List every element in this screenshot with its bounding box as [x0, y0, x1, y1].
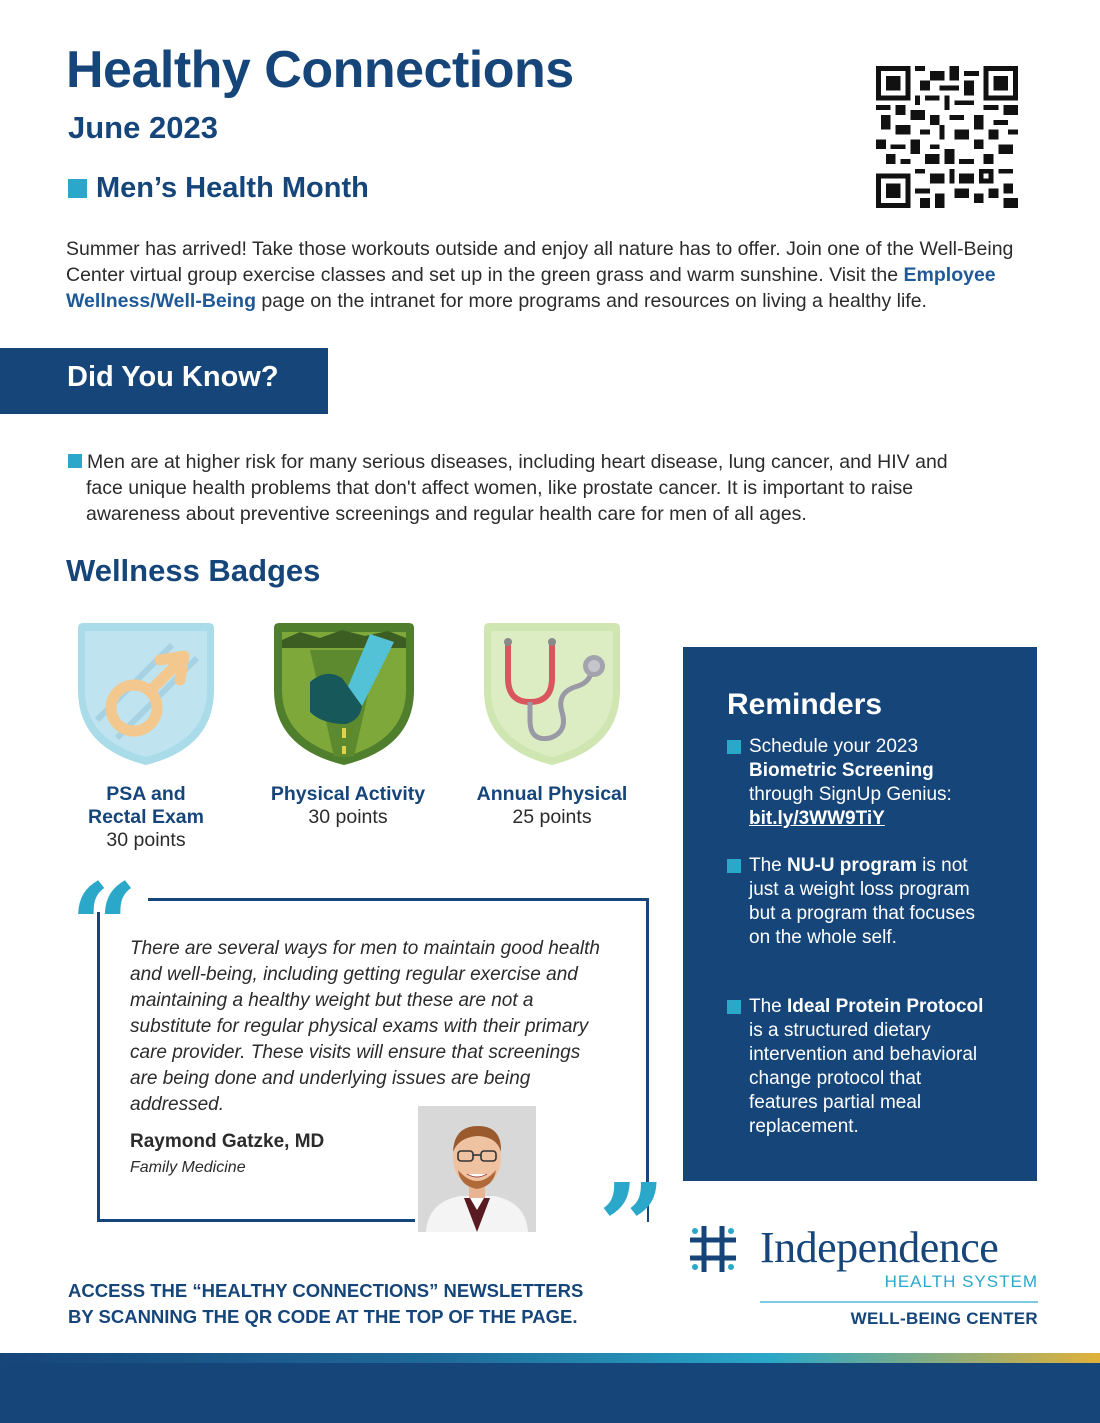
badge-label-activity — [248, 783, 448, 829]
footer-gradient-stripe — [0, 1353, 1100, 1363]
badge-label-physical — [452, 783, 652, 829]
reminder-bold: Ideal Protein Protocol — [787, 996, 984, 1017]
badge-points: 30 points — [106, 829, 186, 851]
did-you-know-body: Men are at higher risk for many serious diseases, including heart disease, lung cancer, and HIV and face unique health problems that don't affect women, like prostate cancer. It is important to raise awareness about preventive screenings and regular health care for men of all ages. — [86, 451, 948, 525]
badge-name: PSA and Rectal Exam — [88, 783, 204, 828]
reminder-nu-u — [727, 854, 989, 950]
reminder-bold: NU-U program — [787, 855, 917, 876]
bullet-square-icon — [727, 740, 741, 754]
stethoscope-icon — [478, 620, 626, 768]
bullet-square-icon — [727, 1000, 741, 1014]
quote-author-role: Family Medicine — [130, 1159, 246, 1176]
intro-paragraph — [66, 236, 1026, 314]
reminder-text: The — [749, 996, 788, 1017]
doctor-photo — [418, 1106, 536, 1232]
badge-name: Annual Physical — [476, 783, 628, 805]
month-heading-text: Men’s Health Month — [96, 172, 369, 204]
badge-points: 25 points — [512, 806, 592, 828]
access-note — [68, 1278, 583, 1330]
bullet-square-icon — [68, 454, 82, 468]
reminder-text: is a structured dietary intervention and behavioral change protocol that features partial meal replacement. — [749, 1020, 978, 1137]
reminder-text: through SignUp Genius: — [749, 784, 952, 805]
signup-genius-link[interactable]: bit.ly/3WW9TiY — [749, 808, 885, 829]
logo-name: Independence — [760, 1223, 999, 1272]
close-quote-icon: ” — [598, 1157, 666, 1296]
reminder-text: Schedule your 2023 — [749, 736, 919, 757]
employee-wellness-link[interactable]: Employee Wellness/Well-Being — [66, 264, 996, 312]
qr-code-icon[interactable] — [874, 66, 1020, 208]
logo-center-name: WELL-BEING CENTER — [850, 1309, 1038, 1328]
month-heading — [68, 172, 369, 205]
badge-name: Physical Activity — [270, 783, 426, 805]
page-title: Healthy Connections — [66, 41, 574, 99]
reminders-title: Reminders — [727, 688, 883, 721]
reminder-biometric — [727, 735, 989, 831]
reminder-bold: Biometric Screening — [749, 760, 934, 781]
running-shoe-icon — [270, 620, 418, 768]
intro-text-start: Summer has arrived! Take those workouts outside and enjoy all nature has to offer. Join one of the Well-Being Center virtual group exercise classes and set up in the green grass and warm sunshine. Visit the — [66, 238, 1014, 286]
access-note-line: ACCESS THE “HEALTHY CONNECTIONS” NEWSLETTERS — [68, 1280, 584, 1301]
quote-author: Raymond Gatzke, MD — [130, 1131, 325, 1152]
bullet-square-icon — [68, 179, 87, 198]
footer-bar — [0, 1353, 1100, 1423]
access-note-line: BY SCANNING THE QR CODE AT THE TOP OF THE PAGE. — [68, 1306, 578, 1327]
bullet-square-icon — [727, 859, 741, 873]
wellness-badges-title: Wellness Badges — [66, 553, 321, 588]
did-you-know-title: Did You Know? — [67, 361, 279, 393]
open-quote-icon: “ — [70, 857, 138, 996]
badge-label-psa — [46, 783, 246, 852]
male-symbol-icon — [72, 620, 220, 768]
issue-date: June 2023 — [68, 110, 218, 145]
reminder-ideal-protein — [727, 995, 989, 1139]
logo-divider — [760, 1301, 1038, 1303]
independence-logo-icon — [686, 1222, 740, 1276]
badge-points: 30 points — [308, 806, 388, 828]
reminder-text: is not just a weight loss program but a program that focuses on the whole self. — [749, 855, 976, 948]
reminder-text: The — [749, 855, 788, 876]
intro-text-end: page on the intranet for more programs and resources on living a healthy life. — [256, 290, 927, 312]
logo-subtitle: HEALTH SYSTEM — [884, 1272, 1038, 1291]
quote-text: There are several ways for men to maintain good health and well-being, including getting regular exercise and maintaining a healthy weight but these are not a substitute for regular physical exams with their primary care provider. These visits will ensure that screenings are being done and underlying issues are being addressed. — [130, 938, 600, 1115]
did-you-know-text — [68, 449, 986, 527]
